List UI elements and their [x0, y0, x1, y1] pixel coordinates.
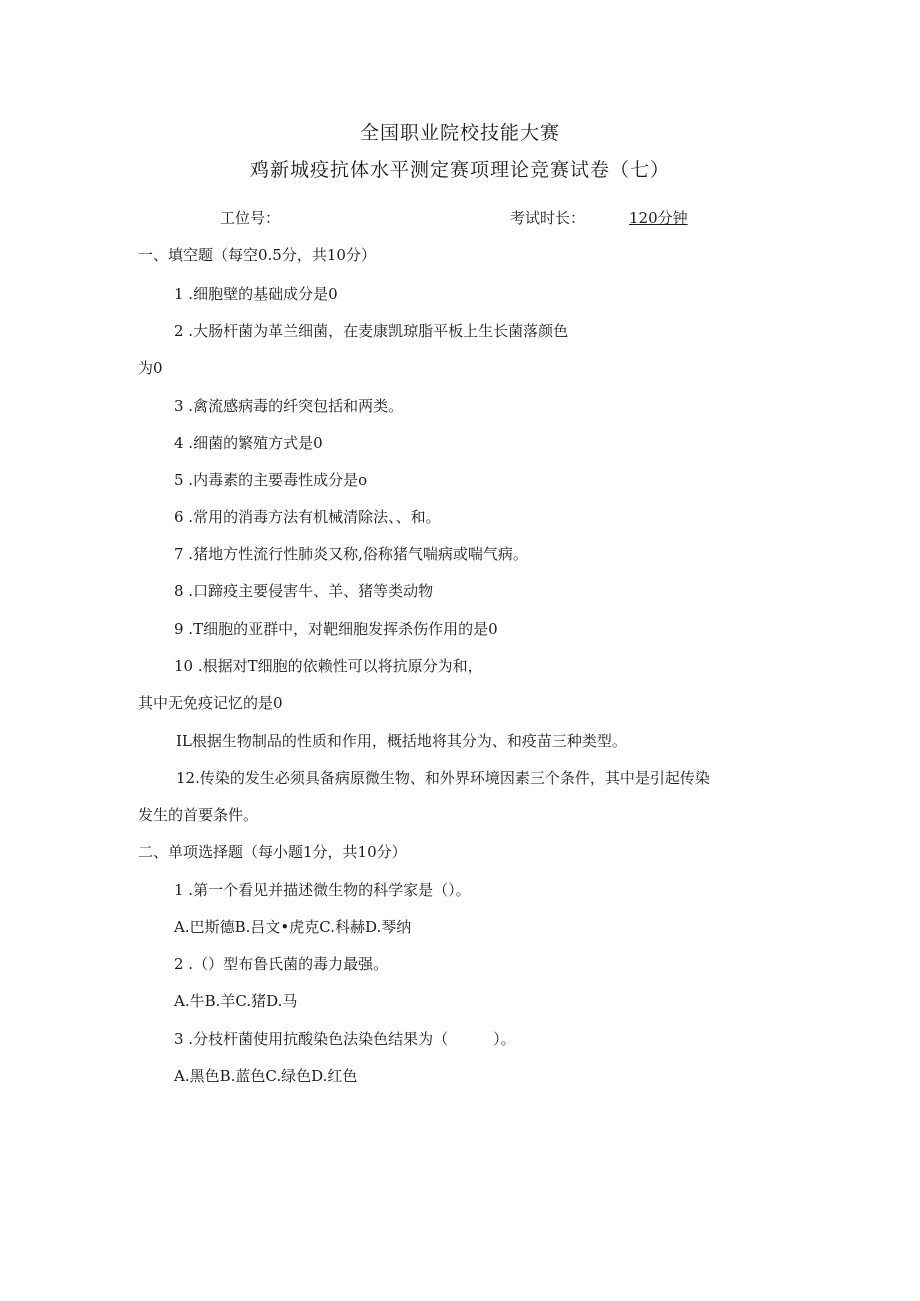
choice-question-1-options: A.巴斯德B.吕文•虎克C.科赫D.琴纳 — [174, 918, 412, 936]
fill-question-6: 6 .常用的消毒方法有机械清除法、、和。 — [174, 508, 441, 526]
exam-duration-value: 120分钟 — [629, 209, 688, 227]
section1-heading: 一、填空题（每空0.5分，共10分） — [138, 246, 376, 264]
fill-question-5: 5 .内毒素的主要毒性成分是o — [174, 471, 368, 489]
exam-duration — [510, 207, 688, 228]
fill-question-12: 12.传染的发生必须具备病原微生物、和外界环境因素三个条件，其中是引起传染 — [176, 769, 710, 787]
choice-question-3: 3 .分枝杆菌使用抗酸染色法染色结果为（ ）。 — [174, 1030, 516, 1048]
fill-question-10: 10 .根据对T细胞的依赖性可以将抗原分为和， — [174, 657, 483, 675]
exam-duration-label: 考试时长： — [510, 209, 586, 227]
fill-question-4: 4 .细菌的繁殖方式是0 — [174, 434, 323, 452]
fill-question-10-continuation: 其中无免疫记忆的是0 — [138, 694, 283, 712]
choice-question-2: 2 .（）型布鲁氏菌的毒力最强。 — [174, 955, 389, 973]
fill-question-9: 9 .T细胞的亚群中，对靶细胞发挥杀伤作用的是0 — [174, 620, 498, 638]
fill-question-11: IL根据生物制品的性质和作用，概括地将其分为、和疫苗三种类型。 — [176, 732, 627, 750]
exam-title-line2: 鸡新城疫抗体水平测定赛项理论竞赛试卷（七） — [249, 159, 670, 181]
fill-question-12-continuation: 发生的首要条件。 — [138, 806, 259, 824]
fill-question-2: 2 .大肠杆菌为革兰细菌，在麦康凯琼脂平板上生长菌落颜色 — [174, 322, 569, 340]
choice-question-2-options: A.牛B.羊C.猪D.马 — [174, 992, 298, 1010]
choice-question-3-options: A.黑色B.蓝色C.绿色D.红色 — [174, 1067, 358, 1085]
fill-question-8: 8 .口蹄疫主要侵害牛、羊、猪等类动物 — [174, 582, 434, 600]
fill-question-1: 1 .细胞壁的基础成分是0 — [174, 285, 338, 303]
fill-question-2-continuation: 为0 — [138, 359, 163, 377]
station-number-label: 工位号： — [220, 209, 281, 227]
exam-title-line1: 全国职业院校技能大赛 — [359, 122, 560, 144]
choice-question-1: 1 .第一个看见并描述微生物的科学家是（）。 — [174, 881, 471, 899]
section2-heading: 二、单项选择题（每小题1分，共10分） — [138, 843, 407, 861]
fill-question-7: 7 .猪地方性流行性肺炎又称,俗称猪气喘病或喘气病。 — [174, 545, 528, 563]
fill-question-3: 3 .禽流感病毒的纤突包括和两类。 — [174, 397, 404, 415]
